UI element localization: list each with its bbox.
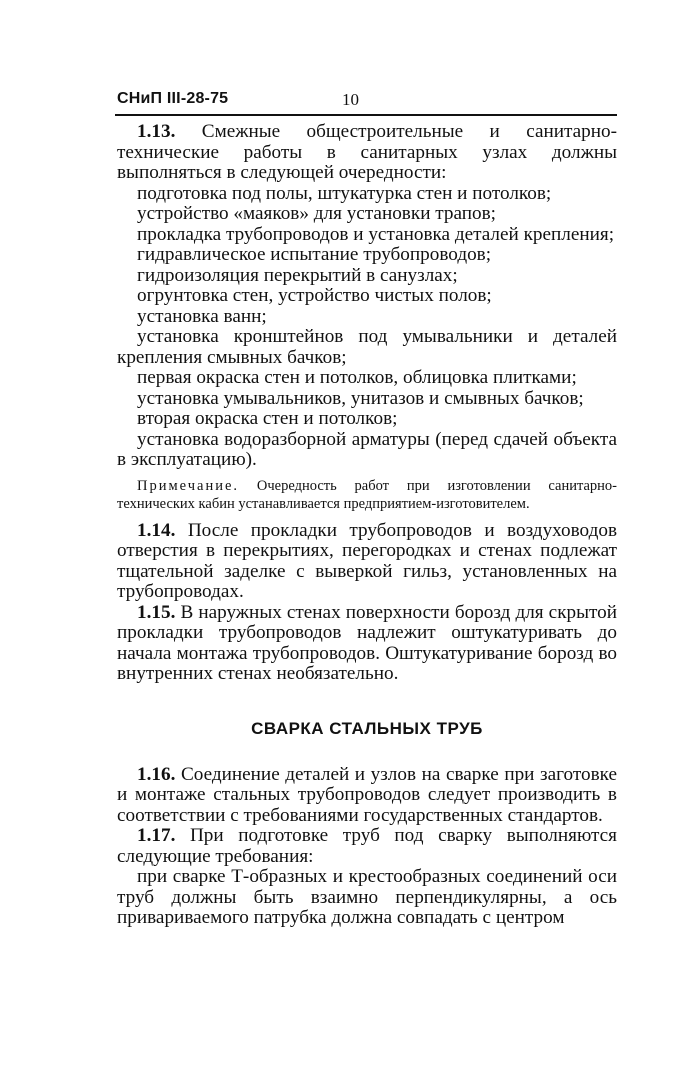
clause-text: В наружных стенах поверхности борозд для скрытой прокладки трубопроводов надлежит оштукатуривать до начала монтажа трубопроводов. Оштукатуривание борозд во внутренних стенах необязательно. (117, 601, 617, 684)
clause-text: После прокладки трубопроводов и воздуховодов отверстия в перекрытиях, перегородках и стенах подлежат тщательной заделке с выверкой гильз, установленных на трубопроводах. (117, 519, 618, 602)
clause-1-16 (117, 765, 617, 827)
clause-text: При подготовке труб под сварку выполняются следующие требования: (117, 825, 617, 867)
clause-number: 1.15. (137, 601, 176, 623)
clause-1-15 (117, 603, 617, 685)
list-item: гидроизоляция перекрытий в санузлах; (137, 264, 458, 286)
clause-number: 1.13. (137, 121, 176, 142)
document-code: СНиП III-28-75 (117, 90, 229, 107)
page-number: 10 (342, 90, 359, 109)
page-header (117, 90, 617, 114)
list-item: подготовка под полы, штукатурка стен и потолков; (137, 182, 552, 204)
list-item: установка кронштейнов под умывальники и деталей крепления смывных бачков; (117, 326, 617, 368)
clause-number: 1.16. (137, 763, 176, 785)
list-item: прокладка трубопроводов и установка деталей крепления; (137, 223, 615, 245)
clause-1-17 (117, 826, 617, 867)
note-label: Примечание. (137, 477, 240, 494)
list-item: гидравлическое испытание трубопроводов; (137, 244, 492, 265)
document-body (117, 122, 617, 929)
list-item: первая окраска стен и потолков, облицовка плитками; (137, 367, 577, 388)
clause-1-17-item: при сварке Т-образных и крестообразных соединений оси труб должны быть взаимно перпендикулярны, а ось привариваемого патрубка должна совпадать с центром (117, 866, 617, 928)
section-title: СВАРКА СТАЛЬНЫХ ТРУБ (251, 718, 483, 738)
note-text: Очередность работ при изготовлении санитарно-технических кабин устанавливается предприятием-изготовителем. (117, 477, 618, 512)
list-item: установка умывальников, унитазов и смывных бачков; (137, 387, 584, 409)
list-item: вторая окраска стен и потолков; (137, 408, 398, 429)
list-item: установка ванн; (137, 305, 267, 327)
clause-number: 1.17. (137, 825, 176, 846)
clause-text: Соединение деталей и узлов на сварке при заготовке и монтаже стальных трубопроводов следует производить в соответствии с требованиями государственных стандартов. (117, 763, 617, 826)
clause-1-14 (117, 521, 617, 603)
header-rule (115, 114, 617, 116)
list-item: установка водоразборной арматуры (перед сдачей объекта в эксплуатацию). (117, 428, 617, 470)
list-item: устройство «маяков» для установки трапов; (137, 203, 496, 224)
note (117, 477, 617, 513)
clause-number: 1.14. (137, 519, 176, 541)
clause-1-13 (117, 122, 617, 184)
clause-text: Смежные общестроительные и санитарно-технические работы в санитарных узлах должны выполняться в следующей очередности: (117, 121, 617, 183)
list-item: огрунтовка стен, устройство чистых полов; (137, 285, 492, 306)
work-sequence-list (117, 184, 617, 471)
